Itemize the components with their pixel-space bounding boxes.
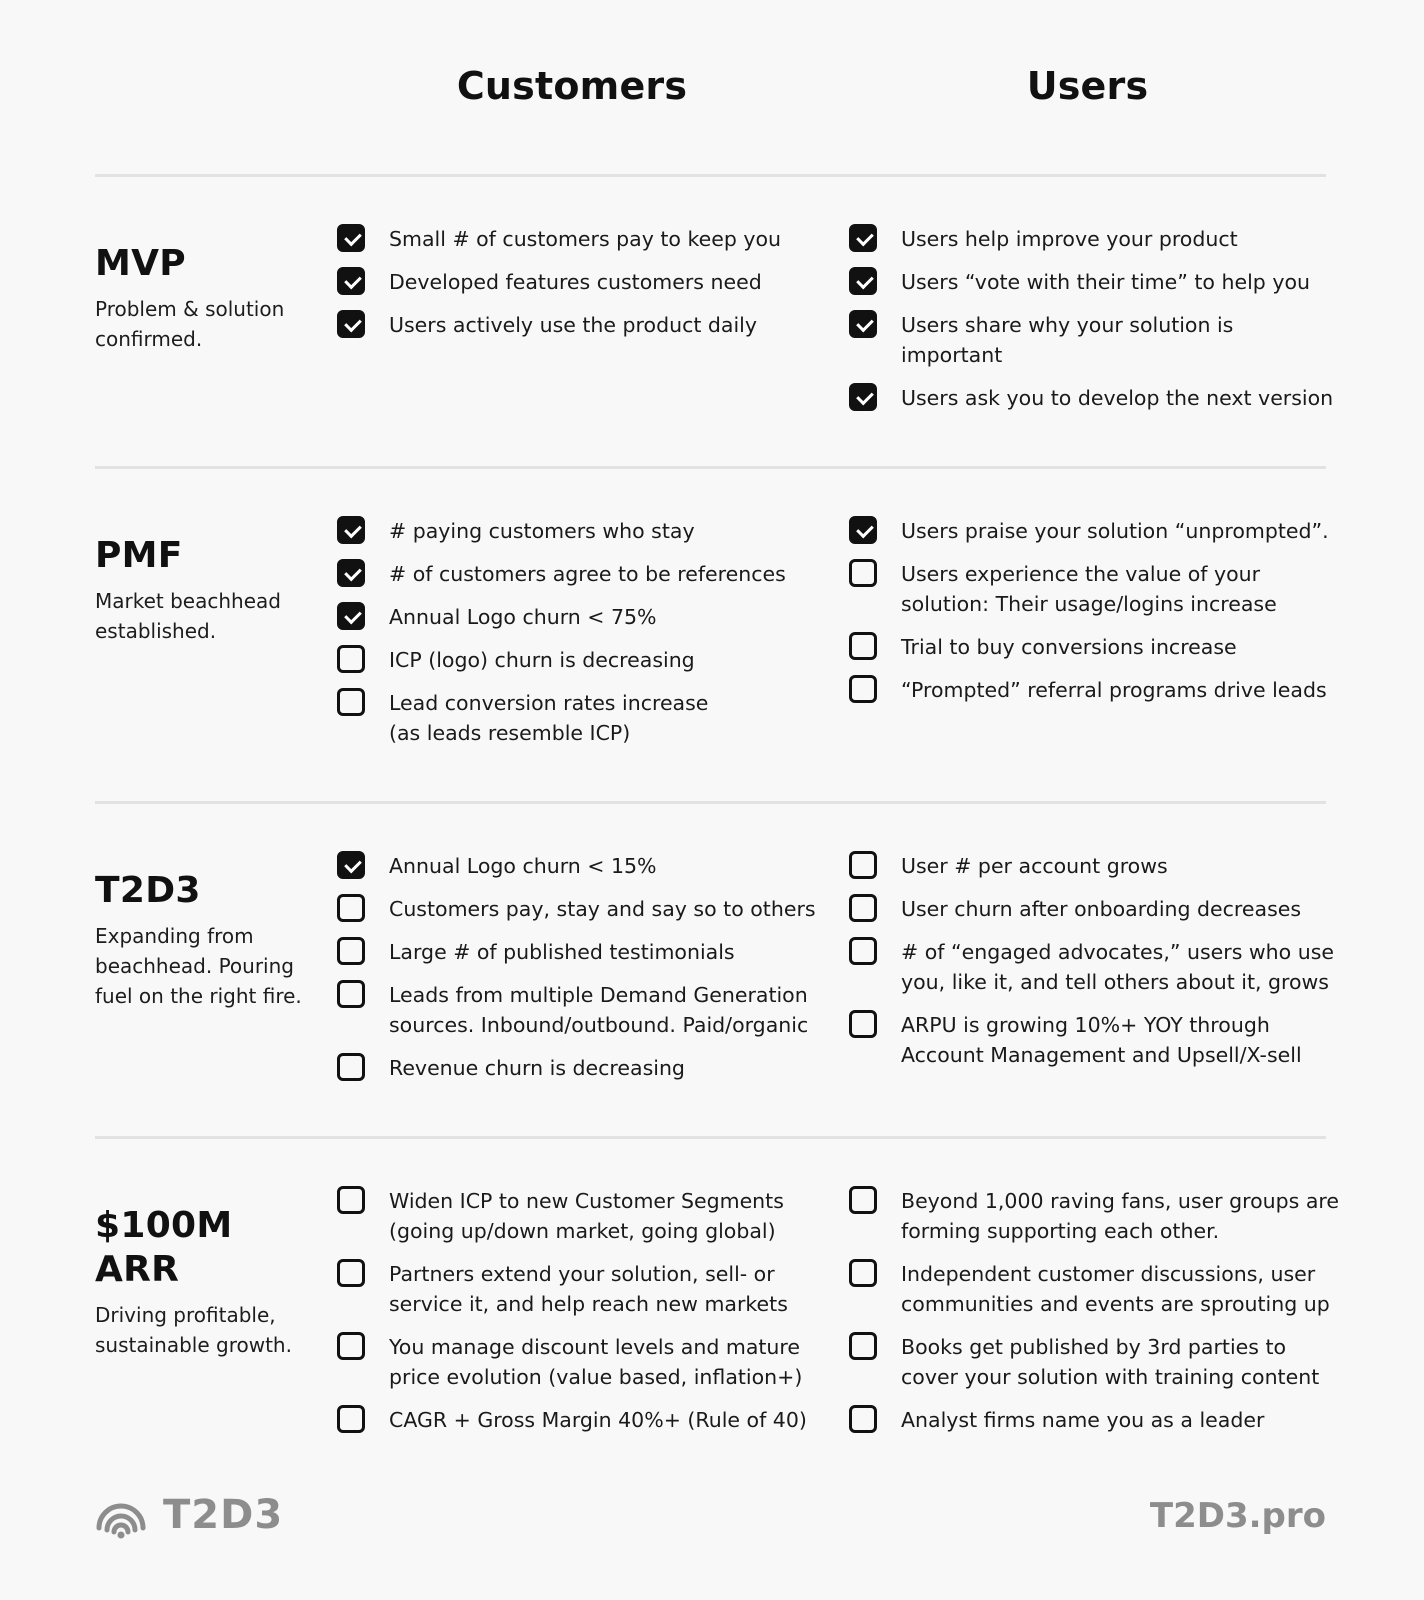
checked-checkbox[interactable] <box>337 310 365 338</box>
checklist-item <box>337 224 817 254</box>
checklist-item <box>849 267 1326 297</box>
users-checklist <box>849 516 1329 718</box>
checklist-item <box>337 267 817 297</box>
checklist-item <box>849 675 1326 705</box>
checklist-item-text: Users help improve your product <box>901 227 1238 251</box>
customers-checklist <box>337 851 817 1096</box>
stage-description <box>95 586 320 646</box>
checklist-item <box>849 516 1329 546</box>
checklist-item-text: Books get published by 3rd parties to <box>901 1335 1287 1359</box>
unchecked-checkbox[interactable] <box>337 1405 365 1433</box>
stage-block <box>95 869 320 1011</box>
stage-description-line: established. <box>95 619 217 643</box>
stage-description-line: Problem & solution <box>95 297 285 321</box>
checklist-item <box>337 516 817 546</box>
checklist-item <box>337 980 817 1040</box>
checklist-item-text: Users share why your solution is <box>901 313 1234 337</box>
checklist-item-text: sources. Inbound/outbound. Paid/organic <box>389 1013 809 1037</box>
checklist-item <box>849 1405 1326 1435</box>
unchecked-checkbox[interactable] <box>337 1186 365 1214</box>
checked-checkbox[interactable] <box>849 516 877 544</box>
stage-block <box>95 534 320 646</box>
checklist-item <box>337 1259 817 1319</box>
unchecked-checkbox[interactable] <box>337 894 365 922</box>
column-header-users: Users <box>1026 64 1149 108</box>
unchecked-checkbox[interactable] <box>849 937 877 965</box>
checklist-item <box>337 1332 817 1392</box>
footer-url[interactable]: T2D3.pro <box>1149 1496 1326 1536</box>
stage-title: MVP <box>95 243 186 284</box>
stage-block <box>95 242 320 354</box>
checklist-item <box>849 851 1326 881</box>
unchecked-checkbox[interactable] <box>337 937 365 965</box>
stage-description-line: Driving profitable, <box>95 1303 276 1327</box>
checked-checkbox[interactable] <box>337 267 365 295</box>
checklist-item-text: Users praise your solution “unprompted”. <box>901 519 1329 543</box>
checklist-item-text: cover your solution with training content <box>901 1365 1320 1389</box>
divider <box>95 466 1326 469</box>
logo-text: T2D3 <box>163 1492 284 1538</box>
checklist-item-text: Partners extend your solution, sell- or <box>389 1262 775 1286</box>
stage-description <box>95 294 320 354</box>
checklist-item <box>337 1405 817 1435</box>
checklist-item-text: Users ask you to develop the next version <box>901 386 1334 410</box>
checklist-item <box>337 602 817 632</box>
unchecked-checkbox[interactable] <box>849 1010 877 1038</box>
stage-description-line: sustainable growth. <box>95 1333 292 1357</box>
checklist-item-text: ARPU is growing 10%+ YOY through <box>901 1013 1270 1037</box>
checklist-item <box>849 632 1326 662</box>
page <box>95 0 1340 1600</box>
checklist-item-text: You manage discount levels and mature <box>389 1335 801 1359</box>
checklist-item <box>849 559 1326 619</box>
checklist-item <box>849 1332 1326 1392</box>
unchecked-checkbox[interactable] <box>337 1053 365 1081</box>
users-checklist <box>849 1186 1340 1448</box>
checklist-item-text: Customers pay, stay and say so to others <box>389 897 816 921</box>
checklist-item-text: Lead conversion rates increase <box>389 691 709 715</box>
checklist-item-text: (as leads resemble ICP) <box>389 721 631 745</box>
checklist-item-text: Account Management and Upsell/X-sell <box>901 1043 1302 1067</box>
checklist-item-text: # of “engaged advocates,” users who use <box>901 940 1335 964</box>
stage-description-line: fuel on the right fire. <box>95 984 302 1008</box>
checklist-item-text: Revenue churn is decreasing <box>389 1056 685 1080</box>
unchecked-checkbox[interactable] <box>849 851 877 879</box>
checklist-item-text: Large # of published testimonials <box>389 940 735 964</box>
checklist-item-text: User # per account grows <box>901 854 1168 878</box>
checklist-item-text: communities and events are sprouting up <box>901 1292 1330 1316</box>
checklist-item-text: Annual Logo churn < 75% <box>389 605 657 629</box>
unchecked-checkbox[interactable] <box>849 1405 877 1433</box>
users-checklist <box>849 224 1334 426</box>
checklist-item-text: User churn after onboarding decreases <box>901 897 1302 921</box>
unchecked-checkbox[interactable] <box>849 559 877 587</box>
stage-title: PMF <box>95 535 183 576</box>
users-checklist <box>849 851 1335 1083</box>
checklist-item <box>337 559 817 589</box>
checklist-item-text: Analyst firms name you as a leader <box>901 1408 1265 1432</box>
checklist-item <box>337 645 817 675</box>
checklist-item-text: Independent customer discussions, user <box>901 1262 1316 1286</box>
checklist-item-text: Widen ICP to new Customer Segments <box>389 1189 784 1213</box>
stage-description <box>95 921 320 1011</box>
unchecked-checkbox[interactable] <box>337 1332 365 1360</box>
stage-description-line: Expanding from <box>95 924 254 948</box>
checked-checkbox[interactable] <box>849 310 877 338</box>
checklist-item <box>849 383 1334 413</box>
checklist-item-text: (going up/down market, going global) <box>389 1219 776 1243</box>
unchecked-checkbox[interactable] <box>849 1259 877 1287</box>
signal-waves-icon <box>95 1490 147 1540</box>
checklist-item <box>337 937 817 967</box>
checklist-item-text: ICP (logo) churn is decreasing <box>389 648 695 672</box>
checklist-item-text: Trial to buy conversions increase <box>901 635 1237 659</box>
checked-checkbox[interactable] <box>849 267 877 295</box>
checklist-item-text: Users experience the value of your <box>901 562 1261 586</box>
checked-checkbox[interactable] <box>337 559 365 587</box>
unchecked-checkbox[interactable] <box>849 675 877 703</box>
checklist-item-text: Leads from multiple Demand Generation <box>389 983 808 1007</box>
checklist-item-text: Developed features customers need <box>389 270 762 294</box>
checklist-item <box>337 1053 817 1083</box>
checklist-item <box>849 937 1335 997</box>
unchecked-checkbox[interactable] <box>337 645 365 673</box>
checklist-item <box>849 894 1326 924</box>
unchecked-checkbox[interactable] <box>849 632 877 660</box>
stage-description <box>95 1300 320 1360</box>
stage-description-line: Market beachhead <box>95 589 281 613</box>
divider <box>95 1136 1326 1139</box>
checklist-item-text: important <box>901 343 1003 367</box>
unchecked-checkbox[interactable] <box>849 894 877 922</box>
checked-checkbox[interactable] <box>337 851 365 879</box>
checklist-item-text: forming supporting each other. <box>901 1219 1220 1243</box>
checklist-item-text: service it, and help reach new markets <box>389 1292 788 1316</box>
unchecked-checkbox[interactable] <box>849 1186 877 1214</box>
unchecked-checkbox[interactable] <box>337 688 365 716</box>
stage-title: T2D3 <box>95 870 201 911</box>
checklist-item-text: solution: Their usage/logins increase <box>901 592 1277 616</box>
checklist-item-text: # of customers agree to be references <box>389 562 786 586</box>
checklist-item <box>849 1010 1326 1070</box>
checklist-item-text: you, like it, and tell others about it, grows <box>901 970 1329 994</box>
checklist-item-text: Annual Logo churn < 15% <box>389 854 657 878</box>
checked-checkbox[interactable] <box>849 224 877 252</box>
divider <box>95 801 1326 804</box>
unchecked-checkbox[interactable] <box>337 1259 365 1287</box>
stage-title: $100M ARR <box>95 1205 233 1290</box>
checked-checkbox[interactable] <box>337 224 365 252</box>
stage-block <box>95 1204 320 1360</box>
stage-description-line: beachhead. Pouring <box>95 954 294 978</box>
checklist-item <box>849 1259 1330 1319</box>
column-headers <box>95 64 1326 124</box>
customers-checklist <box>337 516 817 761</box>
footer-logo <box>95 1490 283 1540</box>
checklist-item <box>849 310 1326 370</box>
stage-description-line: confirmed. <box>95 327 203 351</box>
checklist-item-text: price evolution (value based, inflation+) <box>389 1365 803 1389</box>
unchecked-checkbox[interactable] <box>337 980 365 1008</box>
checklist-item <box>337 894 817 924</box>
checklist-item <box>849 224 1326 254</box>
checklist-item <box>337 688 817 748</box>
checklist-item <box>337 310 817 340</box>
column-header-customers: Customers <box>456 64 688 108</box>
checklist-item <box>337 1186 817 1246</box>
checklist-item <box>337 851 817 881</box>
checklist-item-text: Users “vote with their time” to help you <box>901 270 1310 294</box>
checklist-item-text: CAGR + Gross Margin 40%+ (Rule of 40) <box>389 1408 807 1432</box>
divider <box>95 174 1326 177</box>
checked-checkbox[interactable] <box>337 516 365 544</box>
checklist-item <box>849 1186 1340 1246</box>
checklist-item-text: Small # of customers pay to keep you <box>389 227 782 251</box>
checklist-item-text: “Prompted” referral programs drive leads <box>901 678 1327 702</box>
checked-checkbox[interactable] <box>849 383 877 411</box>
unchecked-checkbox[interactable] <box>849 1332 877 1360</box>
customers-checklist <box>337 1186 817 1448</box>
checklist-item-text: # paying customers who stay <box>389 519 695 543</box>
customers-checklist <box>337 224 817 353</box>
checklist-item-text: Users actively use the product daily <box>389 313 757 337</box>
checklist-item-text: Beyond 1,000 raving fans, user groups are <box>901 1189 1340 1213</box>
checked-checkbox[interactable] <box>337 602 365 630</box>
